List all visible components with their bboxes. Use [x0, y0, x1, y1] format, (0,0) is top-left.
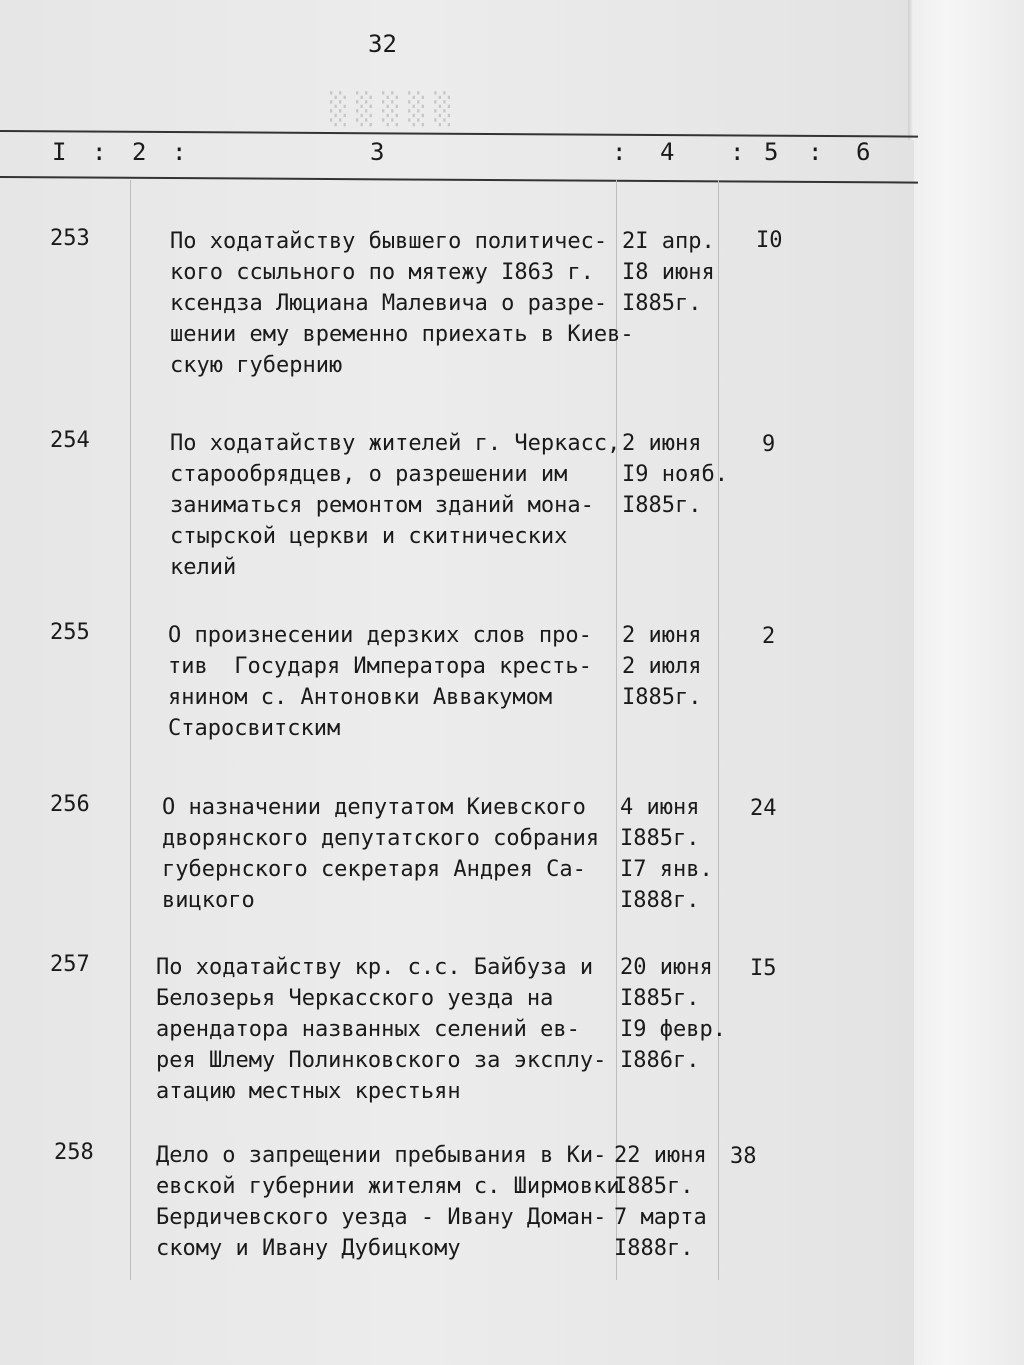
column-divider — [130, 180, 131, 1280]
date-line: 2I апр. — [622, 229, 715, 254]
date-line: 2 июля — [622, 654, 702, 679]
date-line: I885г. — [620, 826, 700, 851]
entry-description — [156, 952, 606, 1107]
description-line: стырской церкви и скитнических — [170, 524, 568, 549]
description-line: По ходатайству кр. с.с. Байбуза и — [156, 955, 594, 980]
entry-dates — [622, 620, 701, 713]
header-col-4: 4 — [660, 138, 675, 166]
header-bottom-rule — [0, 176, 918, 184]
description-line: Старосвитским — [168, 716, 341, 741]
header-col-5: 5 — [764, 138, 779, 166]
description-line: шении ему временно приехать в Киев- — [170, 322, 634, 347]
description-line: дворянского депутатского собрания — [162, 826, 600, 851]
sheet-count: 38 — [730, 1144, 757, 1169]
header-separator: : — [808, 138, 823, 166]
date-line: I8 июня — [622, 260, 715, 285]
date-line: I9 нояб. — [622, 462, 728, 487]
date-line: 2 июня — [622, 623, 702, 648]
description-line: О назначении депутатом Киевского — [162, 795, 586, 820]
description-line: евской губернии жителям с. Ширмовки — [156, 1174, 620, 1199]
entry-description — [170, 226, 634, 381]
entry-number: 258 — [54, 1140, 94, 1165]
description-line: рея Шлему Полинковского за эксплу- — [156, 1048, 607, 1073]
date-line: I885г. — [620, 986, 700, 1011]
date-line: I888г. — [614, 1236, 694, 1261]
header-separator: : — [730, 138, 745, 166]
header-col-2: 2 — [132, 138, 147, 166]
date-line: I7 янв. — [620, 857, 713, 882]
entry-number: 253 — [50, 226, 90, 251]
header-col-1: I — [52, 138, 67, 166]
header-separator: : — [612, 138, 627, 166]
page-edge-shadow — [914, 0, 1024, 1365]
description-line: О произнесении дерзких слов про- — [168, 623, 592, 648]
description-line: скую губернию — [170, 353, 343, 378]
description-line: арендатора названных селений ев- — [156, 1017, 580, 1042]
header-separator: : — [172, 138, 187, 166]
date-line: 2 июня — [622, 431, 702, 456]
entry-dates — [622, 428, 728, 521]
entry-dates — [622, 226, 715, 319]
header-col-6: 6 — [856, 138, 871, 166]
description-line: скому и Ивану Дубицкому — [156, 1236, 461, 1261]
description-line: губернского секретаря Андрея Са- — [162, 857, 586, 882]
header-top-rule — [0, 130, 918, 138]
entry-description — [162, 792, 599, 916]
column-divider — [718, 180, 719, 1280]
description-line: старообрядцев, о разрешении им — [170, 462, 568, 487]
entry-dates — [620, 952, 726, 1076]
header-col-3: 3 — [370, 138, 385, 166]
sheet-count: 2 — [762, 624, 776, 649]
page-fold — [908, 0, 914, 140]
date-line: I886г. — [620, 1048, 700, 1073]
description-line: кого ссыльного по мятежу I863 г. — [170, 260, 594, 285]
bleed-through-text: ░░░░░ — [330, 92, 461, 127]
entry-number: 255 — [50, 620, 90, 645]
page-number: 32 — [368, 30, 397, 58]
date-line: I885г. — [622, 291, 702, 316]
date-line: 4 июня — [620, 795, 700, 820]
date-line: I885г. — [622, 685, 702, 710]
date-line: I9 февр. — [620, 1017, 726, 1042]
description-line: Дело о запрещении пребывания в Ки- — [156, 1143, 607, 1168]
description-line: Белозерья Черкасского уезда на — [156, 986, 554, 1011]
entry-dates — [614, 1140, 707, 1264]
description-line: келий — [170, 555, 237, 580]
date-line: 7 марта — [614, 1205, 707, 1230]
description-line: атацию местных крестьян — [156, 1079, 461, 1104]
date-line: 20 июня — [620, 955, 713, 980]
entry-description — [168, 620, 592, 744]
date-line: I888г. — [620, 888, 700, 913]
entry-number: 256 — [50, 792, 90, 817]
entry-description — [170, 428, 620, 583]
entry-number: 254 — [50, 428, 90, 453]
sheet-count: I0 — [756, 228, 783, 253]
description-line: заниматься ремонтом зданий мона- — [170, 493, 594, 518]
date-line: I885г. — [622, 493, 702, 518]
description-line: ксендза Люциана Малевича о разре- — [170, 291, 608, 316]
date-line: I885г. — [614, 1174, 694, 1199]
sheet-count: 9 — [762, 432, 776, 457]
date-line: 22 июня — [614, 1143, 707, 1168]
description-line: янином с. Антоновки Аввакумом — [168, 685, 553, 710]
sheet-count: I5 — [750, 956, 777, 981]
sheet-count: 24 — [750, 796, 777, 821]
description-line: тив Государя Императора кресть- — [168, 654, 592, 679]
description-line: Бердичевского уезда - Ивану Доман- — [156, 1205, 607, 1230]
entry-dates — [620, 792, 713, 916]
column-header-row — [0, 138, 918, 174]
header-separator: : — [92, 138, 107, 166]
description-line: По ходатайству бывшего политичес- — [170, 229, 608, 254]
description-line: По ходатайству жителей г. Черкасс, — [170, 431, 621, 456]
entry-description — [156, 1140, 620, 1264]
description-line: вицкого — [162, 888, 255, 913]
entry-number: 257 — [50, 952, 90, 977]
